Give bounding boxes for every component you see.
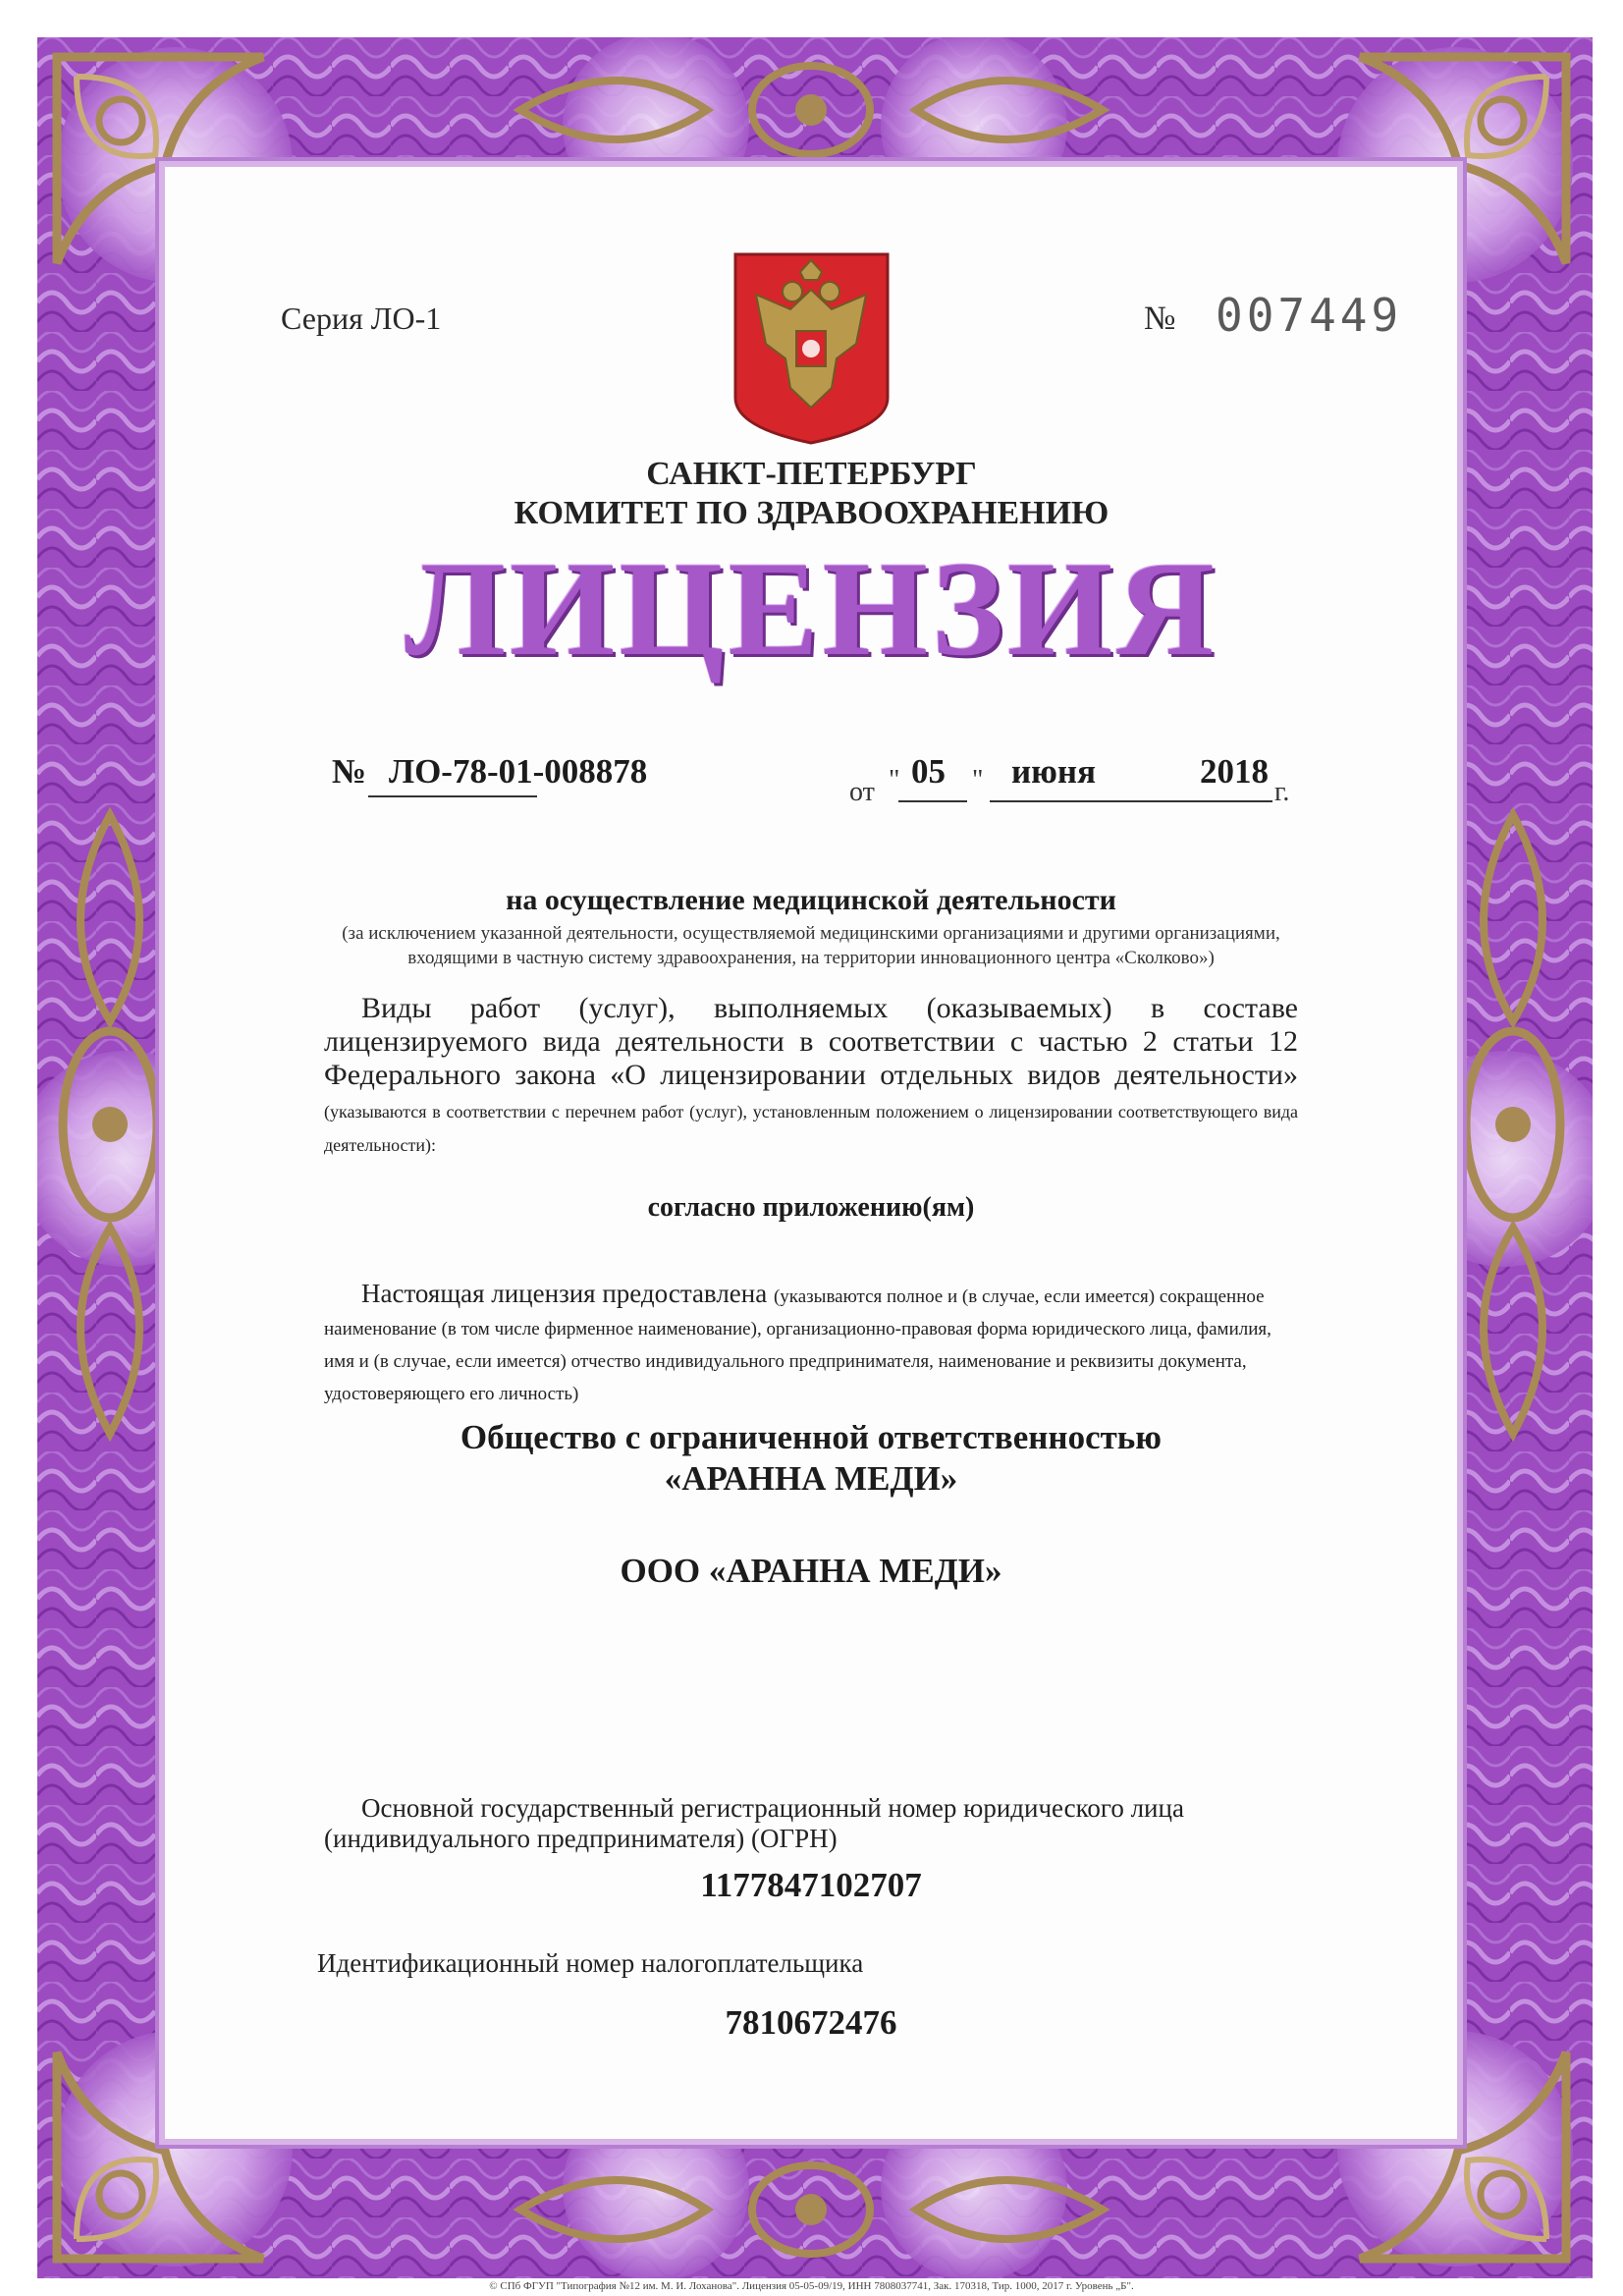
ogrn-label: Основной государственный регистрационный номер юридического лица (индивидуального предпринимателя) (ОГРН) [324,1793,1184,1853]
license-year: 2018 [1200,752,1269,791]
document-title: ЛИЦЕНЗИЯ [405,533,1218,683]
coat-of-arms-icon [731,250,892,447]
right-side-ornament [1454,805,1572,1444]
blank-number-label: № [1144,301,1176,337]
licensee-text: Настоящая лицензия предоставлена [361,1279,768,1308]
date-quote-close: " [972,765,984,795]
work-types-text: Виды работ (услуг), выполняемых (оказываемых) в составе лицензируемого вида деятельности в соответствии с частью 2 статьи 12 Федерального закона «О лицензировании отдельных видов деятельности» [324,992,1298,1091]
series-label: Серия ЛО-1 [281,301,442,336]
by-appendix: согласно приложению(ям) [647,1192,975,1223]
work-types-note: (указываются в соответствии с перечнем работ (услуг), установленным положением о лицензировании соответствующего вида деятельности): [324,1102,1298,1155]
license-number-underline [368,795,537,797]
blank-number: 007449 [1216,289,1403,342]
inn-value: 7810672476 [725,2003,897,2042]
work-types-paragraph [324,992,1298,1159]
organization-short-name: ООО «АРАННА МЕДИ» [620,1552,1002,1590]
year-suffix: г. [1274,777,1290,807]
licensee-paragraph [324,1279,1298,1408]
inn-label: Идентификационный номер налогоплательщика [317,1948,864,1978]
printer-imprint: © СПб ФГУП "Типография №12 им. М. И. Лоханова". Лицензия 05-05-09/19, ИНН 7808037741, Зак. 170318, Тир. 1000, 2017 г. Уровень „Б". [489,2280,1134,2292]
ogrn-value: 1177847102707 [700,1866,922,1904]
license-day: 05 [911,752,946,791]
licensee-note: (указываются полное и (в случае, если имеется) сокращенное наименование (в том числе фирменное наименование), организационно-правовая форма юридического лица, фамилия, имя и (в случае, если имеется) отчество индивидуального предпринимателя, наименование и реквизиты документа, удостоверяющего его личность) [324,1286,1271,1404]
left-side-ornament [51,805,169,1444]
organization-full-name-line1: Общество с ограниченной ответственностью [460,1418,1163,1456]
date-quote-open: " [889,765,900,795]
month-year-underline [990,800,1272,802]
activity-purpose-note: (за исключением указанной деятельности, осуществляемой медицинскими организациями и другими организациями, входящими в частную систему здравоохранения, на территории инновационного центра «Сколково») [342,923,1280,968]
city-heading: САНКТ-ПЕТЕРБУРГ [646,456,977,492]
committee-heading: КОМИТЕТ ПО ЗДРАВООХРАНЕНИЮ [514,495,1109,531]
license-month: июня [1011,752,1097,791]
license-number-label: № [332,752,367,791]
license-number: ЛО-78-01-008878 [389,752,648,791]
top-center-ornament [511,51,1112,169]
date-prefix: от [849,777,875,807]
organization-full-name-line2: «АРАННА МЕДИ» [664,1459,958,1498]
day-underline [898,800,967,802]
activity-purpose: на осуществление медицинской деятельности [506,884,1116,916]
bottom-center-ornament [511,2151,1112,2269]
